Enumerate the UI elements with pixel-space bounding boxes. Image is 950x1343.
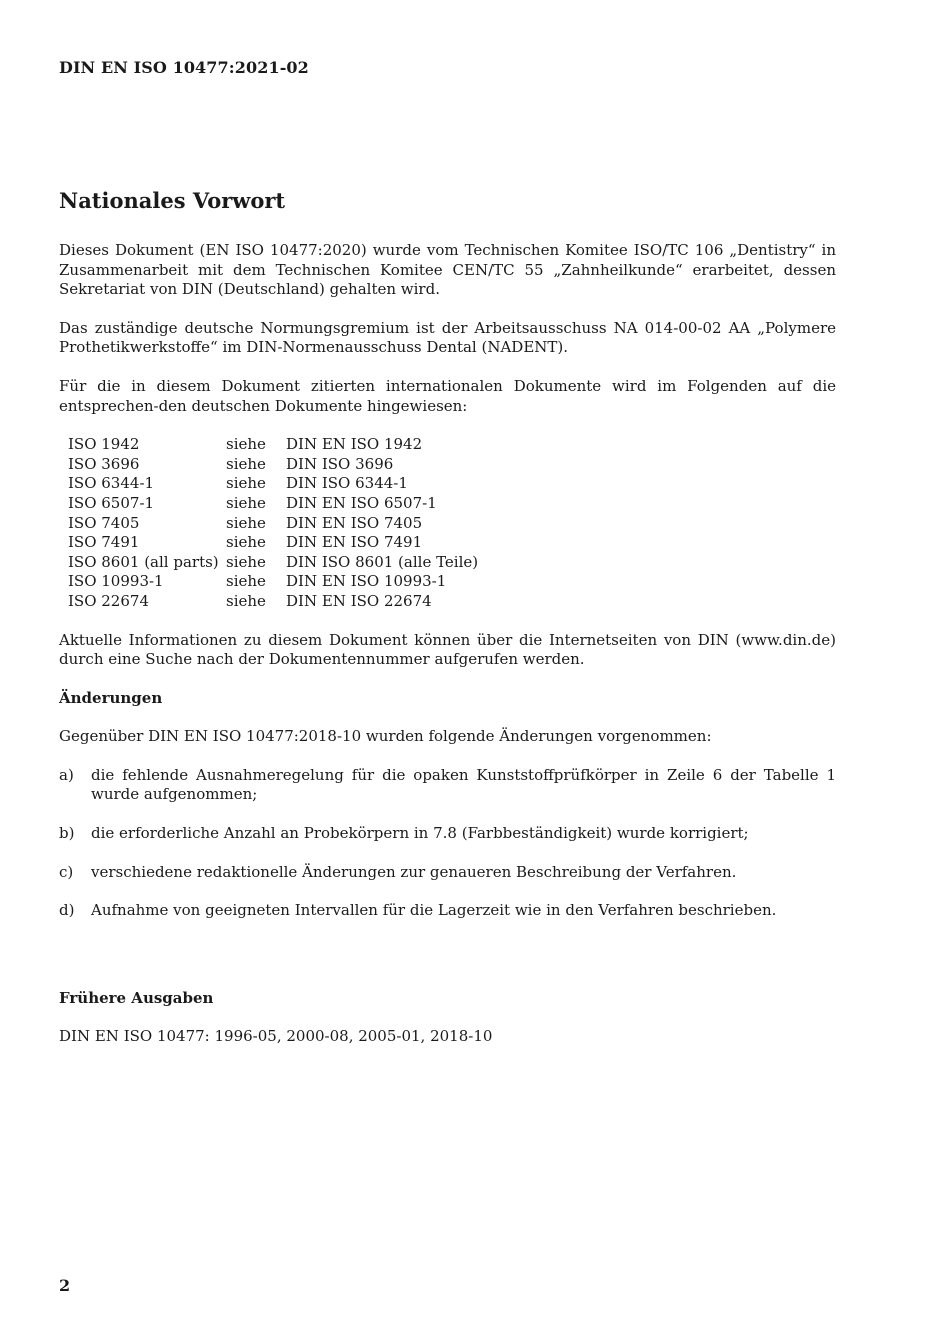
list-item-text: die erforderliche Anzahl an Probekörpern in 7.8 (Farbbeständigkeit) wurde korrigiert;	[91, 824, 749, 843]
list-item	[59, 824, 836, 844]
page-title: Nationales Vorwort	[59, 188, 286, 213]
relation-label: siehe	[226, 513, 266, 532]
paragraph-references-intro: Für die in diesem Dokument zitierten internationalen Dokumente wird im Folgenden auf die entsprechen-den deutschen Dokumente hingewiesen:	[59, 376, 836, 415]
din-reference: DIN ISO 8601 (alle Teile)	[286, 552, 479, 571]
document-id-header: DIN EN ISO 10477:2021-02	[59, 58, 309, 77]
relation-label: siehe	[226, 435, 266, 454]
spacer	[59, 940, 836, 979]
table-row	[68, 494, 478, 514]
table-row	[68, 455, 478, 475]
changes-heading: Änderungen	[59, 688, 163, 707]
list-item-text: Aufnahme von geeigneten Intervallen für die Lagerzeit wie in den Verfahren beschrieben.	[91, 901, 777, 920]
iso-reference: ISO 6344-1	[68, 474, 155, 493]
iso-reference: ISO 7491	[68, 533, 140, 552]
list-item	[59, 863, 836, 883]
table-row	[68, 592, 478, 612]
changes-intro: Gegenüber DIN EN ISO 10477:2018-10 wurden folgende Änderungen vorgenommen:	[59, 727, 712, 746]
iso-reference: ISO 3696	[68, 454, 140, 473]
din-reference: DIN EN ISO 1942	[286, 435, 423, 454]
table-row	[68, 572, 478, 592]
din-reference: DIN EN ISO 6507-1	[286, 493, 437, 512]
list-marker: b)	[59, 824, 75, 843]
din-reference: DIN EN ISO 7491	[286, 533, 423, 552]
paragraph-din-info: Aktuelle Informationen zu diesem Dokument können über die Internetseiten von DIN (www.din.de) durch eine Suche nach der Dokumentennummer aufgerufen werden.	[59, 630, 836, 669]
list-item	[59, 901, 836, 921]
iso-reference: ISO 1942	[68, 435, 140, 454]
relation-label: siehe	[226, 474, 266, 493]
relation-label: siehe	[226, 533, 266, 552]
table-row	[68, 474, 478, 494]
relation-label: siehe	[226, 454, 266, 473]
page-content	[59, 186, 836, 1066]
previous-editions-text: DIN EN ISO 10477: 1996-05, 2000-08, 2005-01, 2018-10	[59, 1027, 493, 1046]
page-number: 2	[59, 1276, 71, 1295]
previous-editions-heading: Frühere Ausgaben	[59, 988, 214, 1007]
paragraph-committee: Dieses Dokument (EN ISO 10477:2020) wurde vom Technischen Komitee ISO/TC 106 „Dentistry“ in Zusammenarbeit mit dem Technischen Komitee CEN/TC 55 „Zahnheilkunde“ erarbeitet, dessen Sekretariat von DIN (Deutschland) gehalten wird.	[59, 241, 836, 299]
table-row	[68, 514, 478, 534]
changes-list	[59, 766, 836, 921]
relation-label: siehe	[226, 572, 266, 591]
reference-table	[68, 435, 478, 611]
table-row	[68, 553, 478, 573]
iso-reference: ISO 22674	[68, 591, 149, 610]
din-reference: DIN ISO 3696	[286, 454, 394, 473]
list-marker: a)	[59, 765, 74, 784]
iso-reference: ISO 8601 (all parts)	[68, 552, 219, 571]
iso-reference: ISO 7405	[68, 513, 140, 532]
document-page	[59, 0, 836, 1343]
iso-reference: ISO 6507-1	[68, 493, 155, 512]
list-item-text: verschiedene redaktionelle Änderungen zur genaueren Beschreibung der Verfahren.	[91, 862, 737, 881]
list-marker: c)	[59, 862, 74, 881]
din-reference: DIN ISO 6344-1	[286, 474, 408, 493]
relation-label: siehe	[226, 591, 266, 610]
relation-label: siehe	[226, 493, 266, 512]
relation-label: siehe	[226, 552, 266, 571]
list-item	[59, 766, 836, 805]
din-reference: DIN EN ISO 7405	[286, 513, 423, 532]
din-reference: DIN EN ISO 10993-1	[286, 572, 447, 591]
table-row	[68, 533, 478, 553]
table-row	[68, 435, 478, 455]
list-marker: d)	[59, 901, 75, 920]
paragraph-standards-body: Das zuständige deutsche Normungsgremium ist der Arbeitsausschuss NA 014-00-02 AA „Polymere Prothetikwerkstoffe“ im DIN-Normenausschuss Dental (NADENT).	[59, 318, 836, 357]
list-item-text: die fehlende Ausnahmeregelung für die opaken Kunststoffprüfkörper in Zeile 6 der Tabelle 1 wurde aufgenommen;	[91, 765, 836, 804]
iso-reference: ISO 10993-1	[68, 572, 164, 591]
din-reference: DIN EN ISO 22674	[286, 591, 432, 610]
